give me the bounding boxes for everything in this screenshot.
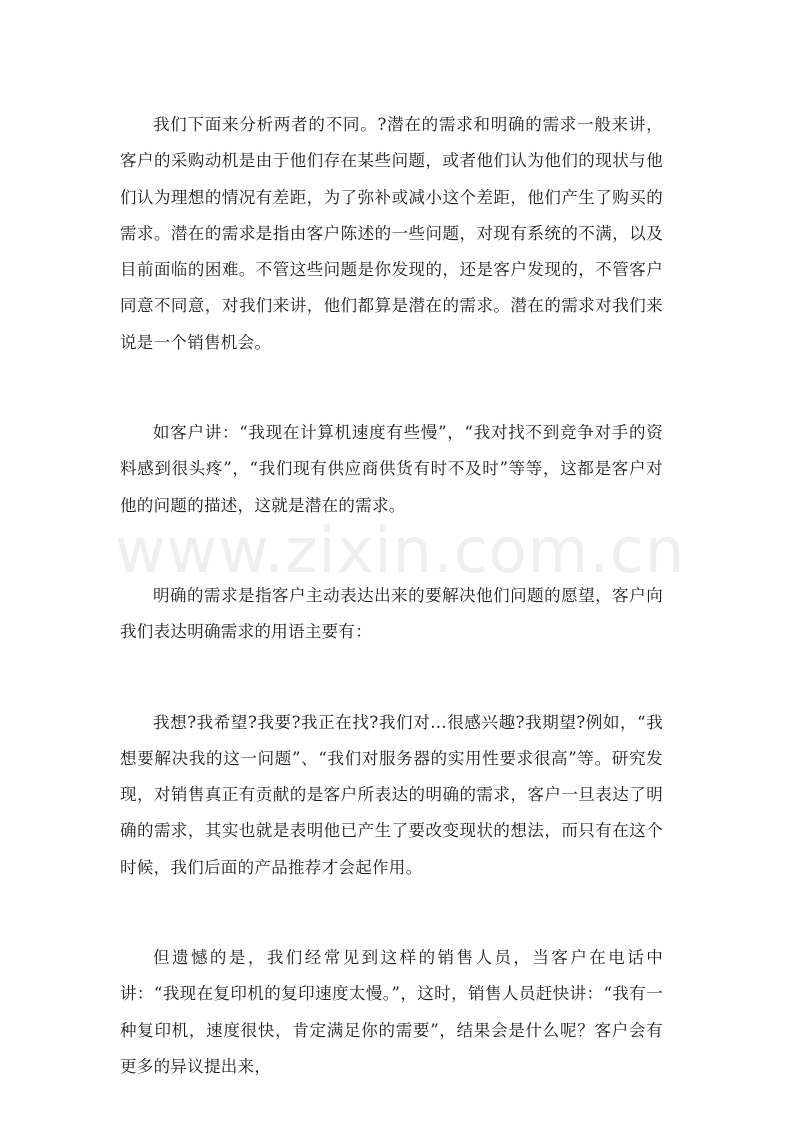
document-body — [120, 107, 663, 1085]
paragraph-5: 但遗憾的是，我们经常见到这样的销售人员，当客户在电话中讲：“我现在复印机的复印速度太慢。”，这时，销售人员赶快讲：“我有一种复印机，速度很快，肯定满足你的需要”，结果会是什么呢？客户会有更多的异议提出来， — [120, 948, 663, 1076]
paragraph-2: 如客户讲：“我现在计算机速度有些慢”，“我对找不到竞争对手的资料感到很头疼”，“我们现有供应商供货有时不及时”等等，这都是客户对他的问题的描述，这就是潜在的需求。 — [120, 423, 663, 515]
paragraph-1: 我们下面来分析两者的不同。?潜在的需求和明确的需求一般来讲，客户的采购动机是由于他们存在某些问题，或者他们认为他们的现状与他们认为理想的情况有差距，为了弥补或减小这个差距，他们产生了购买的需求。潜在的需求是指由客户陈述的一些问题，对现有系统的不满，以及目前面临的困难。不管这些问题是你发现的，还是客户发现的，不管客户同意不同意，对我们来讲，他们都算是潜在的需求。潜在的需求对我们来说是一个销售机会。 — [120, 115, 663, 352]
watermark-text: www.zixin.com.cn — [114, 514, 686, 587]
paragraph-3: 明确的需求是指客户主动表达出来的要解决他们问题的愿望，客户向我们表达明确需求的用语主要有： — [120, 585, 663, 642]
paragraph-4: 我想?我希望?我要?我正在找?我们对…很感兴趣?我期望?例如，“我想要解决我的这一问题”、“我们对服务器的实用性要求很高”等。研究发现，对销售真正有贡献的是客户所表达的明确的需求，客户一旦表达了明确的需求，其实也就是表明他已产生了要改变现状的想法，而只有在这个时候，我们后面的产品推荐才会起作用。 — [120, 712, 663, 877]
